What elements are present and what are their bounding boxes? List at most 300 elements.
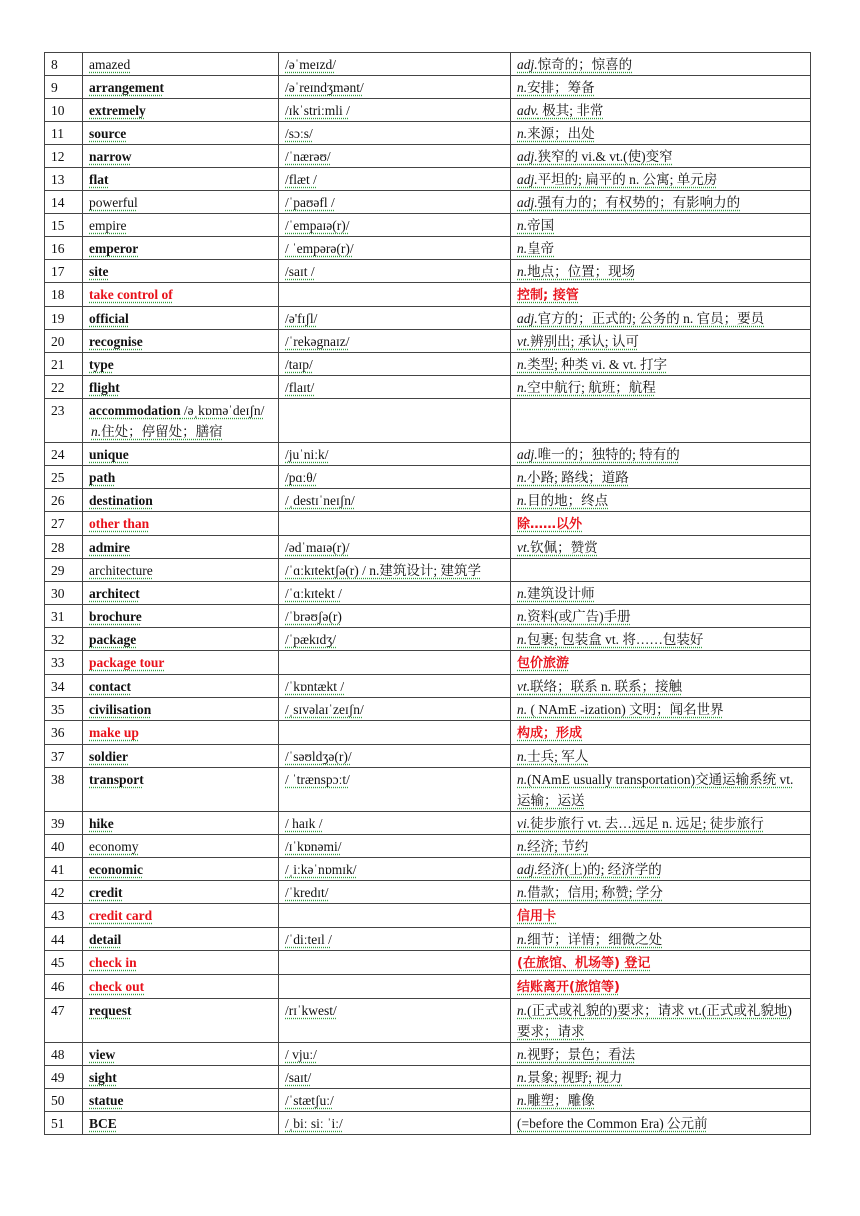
definition-text: 细节；详情；细微之处 (527, 932, 663, 947)
definition-cell (511, 1043, 811, 1066)
word-text: powerful (89, 195, 138, 210)
table-row (45, 1066, 811, 1089)
word-cell (83, 512, 279, 536)
word-cell (83, 330, 279, 353)
definition-cell (511, 745, 811, 768)
word-cell (83, 168, 279, 191)
definition-text: 空中航行; 航班；航程 (527, 380, 656, 395)
phonetic-cell (279, 53, 511, 76)
definition (517, 909, 556, 924)
definition-cell (511, 168, 811, 191)
definition-text: 小路; 路线；道路 (527, 470, 629, 485)
phonetic-text: /flaɪt/ (285, 380, 315, 395)
definition (517, 956, 650, 971)
table-row (45, 675, 811, 698)
definition-cell (511, 1089, 811, 1112)
word-text: view (89, 1047, 116, 1062)
definition-cell (511, 1066, 811, 1089)
definition-text: 唯一的；独特的; 特有的 (537, 447, 680, 462)
table-row (45, 489, 811, 512)
table-row (45, 376, 811, 399)
part-of-speech: n. (517, 586, 528, 601)
word-cell (83, 928, 279, 951)
phonetic-cell (279, 283, 511, 307)
definition-cell (511, 237, 811, 260)
definition (517, 470, 629, 485)
row-number: 40 (45, 835, 83, 858)
phonetic-text: /ˈɑːkɪtekt / (285, 586, 342, 601)
phonetic-text: /ˌsɪvəlaɪˈzeɪʃn/ (285, 702, 364, 717)
word-cell (83, 768, 279, 812)
definition (517, 447, 680, 462)
vocabulary-table-body (45, 53, 811, 1135)
row-number: 11 (45, 122, 83, 145)
word-cell (83, 489, 279, 512)
phonetic-cell (279, 1089, 511, 1112)
phonetic-text: /ˌdestɪˈneɪʃn/ (285, 493, 355, 508)
definition-cell (511, 99, 811, 122)
definition (517, 380, 656, 395)
table-row (45, 698, 811, 721)
row-number: 13 (45, 168, 83, 191)
row-number: 24 (45, 443, 83, 466)
phonetic-text: /pɑːθ/ (285, 470, 317, 485)
definition (517, 1070, 622, 1085)
definition (517, 816, 764, 831)
word-cell (83, 1089, 279, 1112)
row-number: 36 (45, 721, 83, 745)
phonetic-cell (279, 122, 511, 145)
row-number: 44 (45, 928, 83, 951)
word-cell (83, 1043, 279, 1066)
phonetic-text: / haɪk / (285, 816, 323, 831)
word-text: narrow (89, 149, 132, 164)
phonetic-text: / ˈtrænspɔːt/ (285, 772, 350, 787)
definition (517, 288, 579, 303)
definition-cell (511, 698, 811, 721)
phonetic-cell (279, 605, 511, 628)
table-row (45, 559, 811, 582)
table-row (45, 628, 811, 651)
phonetic-cell (279, 330, 511, 353)
table-row (45, 399, 811, 443)
definition-cell (511, 628, 811, 651)
word-text: emperor (89, 241, 139, 256)
definition-text: 联络；联系 n. 联系；接触 (530, 679, 682, 694)
definition (517, 540, 598, 555)
word-text: package tour (89, 655, 165, 670)
word-text: make up (89, 725, 139, 740)
definition-text: 帝国 (527, 218, 555, 233)
table-row (45, 975, 811, 999)
phonetic-cell (279, 698, 511, 721)
table-row (45, 307, 811, 330)
definition (517, 57, 632, 72)
definition-cell (511, 835, 811, 858)
phonetic-text: /ˈrekəgnaɪz/ (285, 334, 350, 349)
word-text: brochure (89, 609, 142, 624)
part-of-speech: n. (517, 493, 528, 508)
phonetic-text: /əˈreɪndʒmənt/ (285, 80, 364, 95)
definition-text: 经济; 节约 (527, 839, 589, 854)
definition (517, 149, 673, 164)
phonetic-cell (279, 881, 511, 904)
phonetic-cell (279, 512, 511, 536)
row-number: 21 (45, 353, 83, 376)
row-number: 38 (45, 768, 83, 812)
definition-cell (511, 353, 811, 376)
definition (517, 357, 667, 372)
word-cell (83, 376, 279, 399)
table-row (45, 99, 811, 122)
definition-cell (511, 651, 811, 675)
phonetic-cell (279, 975, 511, 999)
part-of-speech: vt. (517, 334, 531, 349)
part-of-speech: vi. (517, 816, 531, 831)
word-cell (83, 904, 279, 928)
word-cell (83, 307, 279, 330)
definition (517, 609, 631, 624)
word-cell (83, 721, 279, 745)
part-of-speech: n. (517, 839, 528, 854)
phonetic-text: /saɪt / (285, 264, 315, 279)
word-text: amazed (89, 57, 131, 72)
word-cell (83, 443, 279, 466)
table-row (45, 605, 811, 628)
part-of-speech: n. (517, 1093, 528, 1108)
table-row (45, 1112, 811, 1135)
definition-text: 钦佩；赞赏 (530, 540, 598, 555)
phonetic-text: /ˈsəʊldʒə(r)/ (285, 749, 352, 764)
row-number: 27 (45, 512, 83, 536)
table-row (45, 76, 811, 99)
word-cell (83, 951, 279, 975)
definition (517, 1047, 635, 1062)
row-number: 16 (45, 237, 83, 260)
word-cell (83, 1112, 279, 1135)
part-of-speech: n. (517, 932, 528, 947)
word-text: statue (89, 1093, 124, 1108)
definition-cell (511, 721, 811, 745)
phonetic-cell (279, 237, 511, 260)
word-text: soldier (89, 749, 128, 764)
phonetic-text: /taɪp/ (285, 357, 313, 372)
part-of-speech: n. (517, 357, 528, 372)
definition-text: 安排；筹备 (527, 80, 595, 95)
definition (517, 1003, 792, 1039)
part-of-speech: adj. (517, 172, 538, 187)
definition-text: 狭窄的 vi.& vt.(使)变窄 (537, 149, 673, 164)
word-cell (83, 698, 279, 721)
definition-cell (511, 951, 811, 975)
row-number: 8 (45, 53, 83, 76)
definition (517, 656, 569, 671)
phonetic-cell (279, 168, 511, 191)
phonetic-cell (279, 443, 511, 466)
definition (517, 264, 635, 279)
definition-text: 来源；出处 (527, 126, 595, 141)
word-text: hike (89, 816, 114, 831)
phonetic-text: /juˈniːk/ (285, 447, 329, 462)
table-row (45, 536, 811, 559)
word-text: check out (89, 979, 145, 994)
word-text: sight (89, 1070, 117, 1085)
definition-cell (511, 76, 811, 99)
part-of-speech: adj. (517, 447, 538, 462)
definition (517, 218, 554, 233)
table-row (45, 191, 811, 214)
definition-text: 辨别出; 承认; 认可 (530, 334, 639, 349)
row-number: 15 (45, 214, 83, 237)
definition (517, 195, 740, 210)
definition (517, 334, 639, 349)
definition-text: 士兵; 军人 (527, 749, 589, 764)
row-number: 35 (45, 698, 83, 721)
word-text: credit card (89, 908, 153, 923)
phonetic-cell (279, 951, 511, 975)
definition-text: 包裹; 包装盒 vt. 将……包装好 (527, 632, 704, 647)
word-cell (83, 53, 279, 76)
row-number: 50 (45, 1089, 83, 1112)
row-number: 10 (45, 99, 83, 122)
word-text: source (89, 126, 127, 141)
row-number: 31 (45, 605, 83, 628)
row-number: 48 (45, 1043, 83, 1066)
definition (517, 839, 588, 854)
word-cell (83, 99, 279, 122)
definition-text: 官方的；正式的; 公务的 n. 官员；要员 (537, 311, 765, 326)
definition (517, 980, 620, 995)
definition-cell (511, 145, 811, 168)
table-row (45, 237, 811, 260)
row-number: 28 (45, 536, 83, 559)
phonetic-text: / vjuː/ (285, 1047, 317, 1062)
phonetic-cell (279, 928, 511, 951)
row-number: 46 (45, 975, 83, 999)
word-text: credit (89, 885, 123, 900)
definition-cell (511, 881, 811, 904)
word-cell (83, 651, 279, 675)
word-cell (83, 999, 279, 1043)
phonetic-cell (279, 745, 511, 768)
definition-text: 视野；景色；看法 (527, 1047, 636, 1062)
word-text: economic (89, 862, 143, 877)
phonetic-cell (279, 145, 511, 168)
definition-cell (511, 214, 811, 237)
word-cell (83, 605, 279, 628)
table-row (45, 53, 811, 76)
definition-text: 景象; 视野; 视力 (527, 1070, 623, 1085)
definition-cell (511, 122, 811, 145)
table-row (45, 745, 811, 768)
definition-cell (511, 512, 811, 536)
part-of-speech: n. (517, 1003, 528, 1018)
word-cell (83, 353, 279, 376)
phonetic-cell (279, 76, 511, 99)
table-row (45, 951, 811, 975)
word-text: other than (89, 516, 150, 531)
phonetic-cell (279, 191, 511, 214)
row-number: 34 (45, 675, 83, 698)
part-of-speech: n. (517, 218, 528, 233)
phonetic-cell (279, 260, 511, 283)
definition-text: 构成；形成 (517, 726, 583, 741)
word-text: architect (89, 586, 140, 601)
word-text: package (89, 632, 137, 647)
phonetic-cell (279, 466, 511, 489)
word-text: official (89, 311, 129, 326)
definition (517, 932, 662, 947)
row-number: 23 (45, 399, 83, 443)
word-text: unique (89, 447, 129, 462)
word-text: flat (89, 172, 109, 187)
definition-text: 类型; 种类 vi. & vt. 打字 (527, 357, 668, 372)
definition-cell (511, 904, 811, 928)
row-number: 43 (45, 904, 83, 928)
word-text: contact (89, 679, 131, 694)
word-text: transport (89, 772, 144, 787)
row-number: 39 (45, 812, 83, 835)
phonetic-cell (279, 307, 511, 330)
definition (517, 493, 608, 508)
table-row (45, 651, 811, 675)
table-row (45, 904, 811, 928)
word-cell (83, 582, 279, 605)
row-number: 14 (45, 191, 83, 214)
table-row (45, 858, 811, 881)
word-text: recognise (89, 334, 143, 349)
definition-text: 目的地；终点 (527, 493, 609, 508)
row-number: 19 (45, 307, 83, 330)
row-number: 37 (45, 745, 83, 768)
phonetic-text: /əˈmeɪzd/ (285, 57, 336, 72)
definition-cell (511, 675, 811, 698)
phonetic-cell (279, 628, 511, 651)
table-row (45, 1043, 811, 1066)
word-cell (83, 122, 279, 145)
word-text: type (89, 357, 114, 372)
table-row (45, 145, 811, 168)
definition-text: 极其; 非常 (538, 103, 604, 118)
row-number: 41 (45, 858, 83, 881)
definition (517, 1093, 595, 1108)
definition-cell (511, 330, 811, 353)
table-row (45, 466, 811, 489)
word-text: take control of (89, 287, 173, 302)
part-of-speech: adj. (517, 862, 538, 877)
part-of-speech: n. (517, 609, 528, 624)
phonetic-cell (279, 835, 511, 858)
definition-cell (511, 443, 811, 466)
definition (517, 749, 588, 764)
phonetic-cell (279, 376, 511, 399)
phonetic-cell (279, 904, 511, 928)
phonetic-cell (279, 99, 511, 122)
table-row (45, 1089, 811, 1112)
part-of-speech: n. (517, 702, 528, 717)
definition-text: (=before the Common Era) 公元前 (517, 1116, 708, 1131)
part-of-speech: n. (517, 1070, 528, 1085)
definition-text: 结账离开(旅馆等) (517, 980, 620, 995)
definition (517, 702, 724, 717)
phonetic-text: /ˈnærəʊ/ (285, 149, 331, 164)
word-text: site (89, 264, 109, 279)
row-number: 42 (45, 881, 83, 904)
table-row (45, 260, 811, 283)
word-text: admire (89, 540, 130, 555)
definition (517, 679, 682, 694)
inline-phonetic: /əˌkɒməˈdeɪʃn/ (180, 403, 265, 418)
definition (517, 885, 663, 900)
definition-cell (511, 928, 811, 951)
definition-cell (511, 768, 811, 812)
row-number: 33 (45, 651, 83, 675)
phonetic-text: /ˈbrəʊʃə(r) (285, 609, 342, 624)
word-cell (83, 675, 279, 698)
part-of-speech: vt. (517, 679, 531, 694)
definition-cell (511, 466, 811, 489)
table-row (45, 999, 811, 1043)
part-of-speech: n. (517, 80, 528, 95)
phonetic-cell (279, 559, 511, 582)
vocabulary-table (44, 52, 811, 1135)
definition-text: 雕塑；雕像 (527, 1093, 595, 1108)
part-of-speech: n. (517, 470, 528, 485)
row-number: 29 (45, 559, 83, 582)
phonetic-cell (279, 721, 511, 745)
definition-cell (511, 283, 811, 307)
phonetic-cell (279, 812, 511, 835)
phonetic-text: /flæt / (285, 172, 317, 187)
word-cell (83, 399, 279, 443)
table-row (45, 443, 811, 466)
word-cell (83, 76, 279, 99)
definition (517, 586, 595, 601)
definition-text: 建筑设计师 (527, 586, 595, 601)
word-cell (83, 145, 279, 168)
table-row (45, 168, 811, 191)
definition-cell (511, 858, 811, 881)
word-text: civilisation (89, 702, 152, 717)
phonetic-cell (279, 1066, 511, 1089)
part-of-speech: n. (517, 749, 528, 764)
word-cell (83, 812, 279, 835)
definition (517, 126, 595, 141)
inline-definition (89, 421, 272, 442)
word-cell (83, 1066, 279, 1089)
part-of-speech: n. (517, 380, 528, 395)
word-text: extremely (89, 103, 146, 118)
phonetic-text: /ˈempaɪə(r)/ (285, 218, 350, 233)
definition-text: 强有力的；有权势的；有影响力的 (537, 195, 741, 210)
phonetic-cell (279, 1112, 511, 1135)
word-cell (83, 283, 279, 307)
row-number: 18 (45, 283, 83, 307)
phonetic-cell (279, 858, 511, 881)
word-cell (83, 559, 279, 582)
definition-cell (511, 307, 811, 330)
part-of-speech: adj. (517, 195, 538, 210)
phonetic-cell (279, 999, 511, 1043)
part-of-speech: adv. (517, 103, 539, 118)
definition-cell (511, 376, 811, 399)
phonetic-text: /ɪˈkɒnəmi/ (285, 839, 342, 854)
definition-text: 资料(或广告)手册 (527, 609, 631, 624)
definition-cell (511, 1112, 811, 1135)
phonetic-text: /ˈdiːteɪl / (285, 932, 332, 947)
phonetic-text: /ˈɑːkɪtektʃə(r) / n.建筑设计; 建筑学 (285, 563, 482, 578)
phonetic-cell (279, 651, 511, 675)
